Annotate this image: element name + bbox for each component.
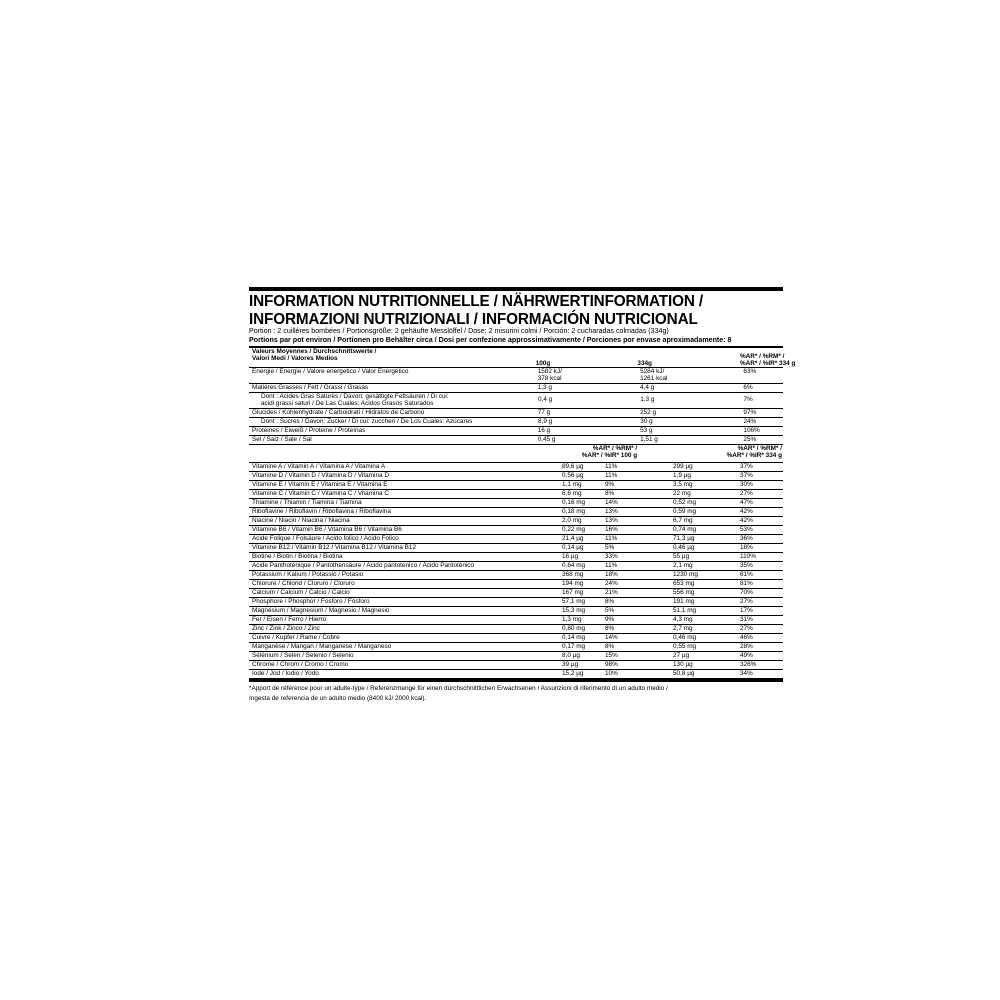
nutrient-label — [249, 409, 536, 417]
value-334g — [638, 384, 741, 392]
header-334g: 334g — [637, 360, 652, 367]
value-100g-text: 1,3 g — [537, 384, 552, 391]
value-100g: 0,17 mg — [562, 643, 586, 650]
value-334g-text: 4,4 g — [640, 384, 655, 391]
table-row — [249, 670, 783, 679]
nutrient-label: Vitamine B6 / Vitamin B6 / Vitamina B6 / Vitamina B6 — [252, 526, 402, 533]
value-100g — [536, 384, 638, 392]
nutrient-label: Iode / Jod / Iodio / Yodo — [252, 670, 319, 677]
ar-100g: 8% — [605, 625, 615, 632]
table-header — [249, 348, 796, 368]
ar-334g: 37% — [740, 472, 753, 479]
value-100g: 15,3 mg — [562, 607, 586, 614]
table-row — [249, 418, 783, 427]
ar-334g: 36% — [740, 535, 753, 542]
table-row — [249, 607, 783, 616]
ar-334g: 28% — [740, 643, 753, 650]
ar-334g: 37% — [740, 463, 753, 470]
table-row — [249, 517, 783, 526]
value-334g-text: 1,3 g — [640, 396, 655, 403]
ar-100g: 33% — [605, 553, 618, 560]
value-334g: 50,8 µg — [673, 670, 695, 677]
value-334g: 71,3 µg — [673, 535, 695, 542]
table-row — [249, 499, 783, 508]
ar-100g: 14% — [605, 634, 618, 641]
value-334g: 299 µg — [673, 463, 693, 470]
value-334g: 0,46 µg — [673, 544, 695, 551]
ar-334g: 27% — [740, 598, 753, 605]
value-100g: 6,6 mg — [562, 490, 582, 497]
nutrient-label: Acide Folique / Folsäure / Acido folico / Ácido Fólico — [252, 535, 399, 542]
ar-334g: 70% — [740, 589, 753, 596]
value-334g — [638, 368, 741, 383]
header-ar-line-2: %AR* / %IR* 334 g — [740, 360, 796, 367]
value-100g — [536, 393, 638, 408]
header-label — [249, 348, 534, 362]
header-label-line-2: Valori Medi / Valores Medios — [252, 355, 338, 362]
table-row — [249, 393, 783, 409]
ar-100g: 11% — [605, 472, 618, 479]
ar-100g: 98% — [605, 661, 618, 668]
value-334g: 55 µg — [673, 553, 690, 560]
nutrient-label: Vitamine B12 / Vitamin B12 / Vitamina B12 / Vitamina B12 — [252, 544, 417, 551]
value-100g: 15,2 µg — [562, 670, 584, 677]
header-100g: 100g — [535, 360, 551, 367]
value-100g — [536, 436, 638, 444]
nutrient-label: Acide Panthoténique / Pantothensäure / Acido pantotenico / Ácido Pantoténico — [252, 562, 475, 569]
ar-334g: 53% — [740, 526, 753, 533]
ar-value: 7% — [743, 396, 753, 403]
ar-334g: 30% — [740, 481, 753, 488]
value-100g: 8,0 µg — [562, 652, 580, 659]
value-334g-text: 5284 kJ/ — [640, 368, 665, 375]
table-row — [249, 598, 783, 607]
value-100g: 194 mg — [562, 580, 584, 587]
table-row — [249, 481, 783, 490]
portions-per-container: Portions par pot environ / Portionen pro Behälter circa / Dosi per confezione approssimativamente / Porciones por envase aproximadamente: 8 — [249, 335, 732, 344]
ar-334g: 34% — [740, 670, 753, 677]
portion-size: Portion : 2 cuillères bombées / Portionsgröße: 2 gehäufte Messlöffel / Dose: 2 misurini colmi / Porción: 2 cucharadas colmadas (334g) — [249, 327, 669, 335]
value-334g: 130 µg — [673, 661, 693, 668]
value-334g — [638, 427, 741, 435]
table-row — [249, 589, 783, 598]
nutrient-label: Calcium / Calcium / Calcio / Calcio — [252, 589, 350, 596]
micro-subheader — [249, 445, 783, 463]
subheader-ar-334g — [638, 445, 783, 459]
value-100g: 39 µg — [562, 661, 579, 668]
nutrition-label — [249, 287, 796, 703]
value-100g-text: 0,4 g — [538, 396, 553, 403]
value-100g: 0,56 µg — [562, 472, 584, 479]
value-334g — [638, 418, 741, 426]
value-100g: 16 µg — [562, 553, 579, 560]
nutrient-label-text: Sel / Salz / Sale / Sal — [252, 436, 312, 443]
value-100g: 0,16 mg — [562, 499, 586, 506]
ar-100g: 21% — [605, 589, 618, 596]
title-line-2: INFORMAZIONI NUTRIZIONALI / INFORMACIÓN NUTRICIONAL — [249, 311, 698, 328]
ar-100g: 13% — [605, 508, 618, 515]
value-100g — [536, 427, 638, 435]
nutrient-label: Vitamine D / Vitamin D / Vitamina D / Vitamina D — [252, 472, 389, 479]
ar-value: 106% — [743, 427, 760, 434]
value-100g: 0,18 mg — [562, 508, 586, 515]
value-100g — [536, 409, 638, 417]
table-row — [249, 661, 783, 670]
ar-value: 6% — [743, 384, 753, 391]
nutrient-label-text: Protéines / Eiweiß / Proteine / Proteínas — [252, 427, 366, 434]
ar-100g: 16% — [605, 526, 618, 533]
table-row — [249, 625, 783, 634]
nutrient-label: Magnésium / Magnesium / Magnesio / Magnesio — [252, 607, 390, 614]
nutrient-label: Sélénium / Selen / Selenio / Selenio — [252, 652, 354, 659]
value-334g: 27 µg — [673, 652, 690, 659]
table-row — [249, 571, 783, 580]
value-100g-text: 77 g — [537, 409, 551, 416]
ar-334g: 18% — [740, 544, 753, 551]
value-100g: 1,3 mg — [562, 616, 582, 623]
ar-334g: 81% — [740, 580, 753, 587]
value-334g: 22 mg — [673, 490, 691, 497]
table-row — [249, 652, 783, 661]
nutrient-label-text: Dont : Acides Gras Saturés / Davon: gesättigte Fettsäuren / Di cui: — [261, 393, 449, 400]
nutrient-label: Fer / Eisen / Ferro / Hierro — [252, 616, 327, 623]
table-row — [249, 508, 783, 517]
value-334g: 0,55 mg — [673, 643, 697, 650]
table-row — [249, 409, 783, 418]
ar-100g: 14% — [605, 499, 618, 506]
ar-100g: 24% — [605, 580, 618, 587]
header-ar-line-1: %AR* / %RM* / — [740, 353, 785, 360]
ar-100g: 5% — [605, 607, 615, 614]
ar-100g: 9% — [605, 616, 615, 623]
header-label-line-1: Valeurs Moyennes / Durchschnittswerte / — [252, 348, 377, 355]
subheader-ar-100g — [536, 445, 638, 459]
value-334g: 6,7 mg — [673, 517, 693, 524]
table-row — [249, 472, 783, 481]
subheader-ar-100g-line-1: %AR* / %RM* / — [592, 445, 638, 452]
ar-334g: 27% — [740, 625, 753, 632]
value-334g: 0,59 mg — [673, 508, 697, 515]
ar-100g: 10% — [605, 670, 618, 677]
value-334g: 191 mg — [673, 598, 695, 605]
micro-table — [249, 463, 783, 679]
nutrient-label-text: Dont : Sucres / Davon: Zucker / Di cui: zuccheri / De Los Cuales: Azúcares — [261, 418, 473, 425]
value-334g: 1230 mg — [673, 571, 698, 578]
nutrient-label: Riboflavine / Riboflavin / Riboflavina / Riboflavina — [252, 508, 391, 515]
value-100g — [536, 368, 638, 383]
value-334g-text: 252 g — [640, 409, 657, 416]
nutrient-label — [249, 418, 536, 426]
value-334g-text: 53 g — [640, 427, 653, 434]
ar-334g: 46% — [740, 634, 753, 641]
nutrient-label-text: Glucides / Kohlenhydrate / Carboidrati / Hidratos de Carbono — [252, 409, 425, 416]
ar-value: 25% — [743, 436, 757, 443]
nutrient-label: Vitamine A / Vitamin A / Vitamina A / Vitamina A — [252, 463, 386, 470]
ar-334g: 27% — [740, 490, 753, 497]
nutrient-label: Niacine / Niacin / Niacina / Niacina — [252, 517, 350, 524]
header-ar — [738, 353, 796, 367]
table-row — [249, 553, 783, 562]
value-334g-text-2: 1261 kcal — [640, 375, 668, 383]
ar-value: 63% — [743, 368, 757, 375]
title-line-1: INFORMATION NUTRITIONNELLE / NÄHRWERTINFORMATION / — [249, 293, 703, 310]
macro-table — [249, 368, 783, 445]
subheader-ar-334g-line-2: %AR* / %IR* 334 g — [726, 452, 782, 459]
table-row — [249, 427, 783, 436]
ar-100g: 11% — [605, 562, 618, 569]
value-100g: 167 mg — [562, 589, 584, 596]
value-100g: 89,6 µg — [562, 463, 584, 470]
value-334g: 556 mg — [673, 589, 695, 596]
value-100g-text: 1582 kJ/ — [537, 368, 562, 375]
nutrient-label — [249, 393, 536, 408]
value-334g: 3,5 mg — [673, 481, 693, 488]
nutrient-label — [249, 436, 536, 444]
nutrient-label-text: Énergie / Energie / Valore energetico / Valor Energético — [252, 368, 409, 375]
ar-100g: 11% — [605, 463, 618, 470]
ar-100g: 8% — [605, 643, 615, 650]
table-row — [249, 490, 783, 499]
ar-334g: 61% — [740, 571, 753, 578]
ar-334g: 110% — [740, 553, 756, 560]
nutrient-label — [249, 368, 536, 383]
nutrient-label: Phosphore / Phosphor / Fosforo / Fósforo — [252, 598, 370, 605]
value-334g — [638, 409, 741, 417]
ar-value: 97% — [743, 409, 757, 416]
subheader-ar-100g-line-2: %AR* / %IR* 100 g — [581, 452, 638, 459]
nutrient-label — [249, 384, 536, 392]
value-100g: 0,22 mg — [562, 526, 586, 533]
ar-100g: 8% — [605, 490, 615, 497]
ar-value: 24% — [743, 418, 757, 425]
ar-334g: 42% — [740, 517, 753, 524]
table-row — [249, 384, 783, 393]
ar-334g: 31% — [740, 616, 753, 623]
nutrient-label: Biotine / Biotin / Biotina / Biotina — [252, 553, 343, 560]
value-100g: 0,14 mg — [562, 634, 586, 641]
value-100g-text: 16 g — [537, 427, 551, 434]
value-100g: 0,80 mg — [562, 625, 586, 632]
ar-100g: 8% — [605, 598, 615, 605]
ar-334g: 47% — [740, 499, 753, 506]
ar-100g: 13% — [605, 517, 618, 524]
table-row — [249, 368, 783, 384]
table-row — [249, 526, 783, 535]
value-334g: 0,46 mg — [673, 634, 697, 641]
value-100g — [536, 418, 638, 426]
ar-100g: 9% — [605, 481, 615, 488]
table-row — [249, 580, 783, 589]
nutrient-label: Zinc / Zink / Zinco / Zinc — [252, 625, 320, 632]
value-334g: 2,7 mg — [673, 625, 693, 632]
value-334g: 2,1 mg — [673, 562, 693, 569]
value-100g: 1,1 mg — [562, 481, 582, 488]
value-334g: 0,52 mg — [673, 499, 697, 506]
nutrient-label-text: Matières Grasses / Fett / Grassi / Grasas — [252, 384, 369, 391]
value-100g: 0,64 mg — [562, 562, 586, 569]
nutrient-label: Cuivre / Kupfer / Rame / Cobre — [252, 634, 340, 641]
footnote-line-1: *Apport de référence pour un adulte-type / Referenzmenge für einen durchschnittlichen Erwachsenen / Assunzioni di riferimento di un adulto medio / — [249, 685, 668, 692]
value-334g: 653 mg — [673, 580, 695, 587]
value-100g: 21,4 µg — [562, 535, 584, 542]
nutrient-label: Manganèse / Mangan / Manganese / Manganeso — [252, 643, 392, 650]
ar-334g: 17% — [740, 607, 753, 614]
bottom-rule — [249, 679, 783, 682]
ar-100g: 15% — [605, 652, 618, 659]
ar-334g: 326% — [740, 661, 757, 668]
ar-334g: 42% — [740, 508, 753, 515]
top-rule — [249, 287, 783, 291]
footnote-line-2: Ingesta de referencia de un adulto medio (8400 kJ/ 2000 kcal). — [249, 695, 427, 703]
nutrient-label — [249, 427, 536, 435]
nutrient-label: Chlorure / Chlorid / Cloruro / Cloruro — [252, 580, 355, 587]
value-100g-text: 0,45 g — [537, 436, 556, 443]
nutrient-label: Vitamine E / Vitamin E / Vitamina E / Vitamina E — [252, 481, 388, 488]
ar-334g: 35% — [740, 562, 753, 569]
nutrient-label-text-2: acidi grassi saturi / De Las Cuales: Acidos Grasos Saturados — [261, 400, 434, 408]
value-334g — [638, 436, 741, 444]
value-100g: 2,0 mg — [562, 517, 582, 524]
value-334g — [638, 393, 741, 408]
value-334g-text: 1,51 g — [640, 436, 658, 443]
value-334g: 1,9 µg — [673, 472, 691, 479]
ar-100g: 18% — [605, 571, 618, 578]
table-row — [249, 436, 783, 445]
subheader-ar-334g-line-1: %AR* / %RM* / — [737, 445, 782, 452]
table-row — [249, 634, 783, 643]
nutrient-label: Potassium / Kalium / Potassio / Potasio — [252, 571, 364, 578]
ar-334g: 49% — [740, 652, 753, 659]
value-100g: 0,14 µg — [562, 544, 584, 551]
value-334g: 4,3 mg — [673, 616, 693, 623]
value-100g-text: 8,9 g — [538, 418, 553, 425]
value-334g-text: 30 g — [640, 418, 653, 425]
value-100g-text-2: 378 kcal — [537, 375, 562, 383]
table-row — [249, 643, 783, 652]
nutrient-label: Chrome / Chrom / Cromo / Cromo — [252, 661, 349, 668]
table-row — [249, 562, 783, 571]
table-row — [249, 616, 783, 625]
ar-100g: 11% — [605, 535, 618, 542]
value-100g: 57,1 mg — [562, 598, 586, 605]
value-334g: 0,74 mg — [673, 526, 697, 533]
table-row — [249, 535, 783, 544]
table-row — [249, 463, 783, 472]
value-334g: 51,1 mg — [673, 607, 697, 614]
table-row — [249, 544, 783, 553]
nutrient-label: Vitamine C / Vitamin C / Vitamina C / Vitamina C — [252, 490, 389, 497]
nutrient-label: Thiamine / Thiamin / Tiamina / Tiamina — [252, 499, 362, 506]
value-100g: 368 mg — [562, 571, 584, 578]
ar-100g: 5% — [605, 544, 615, 551]
